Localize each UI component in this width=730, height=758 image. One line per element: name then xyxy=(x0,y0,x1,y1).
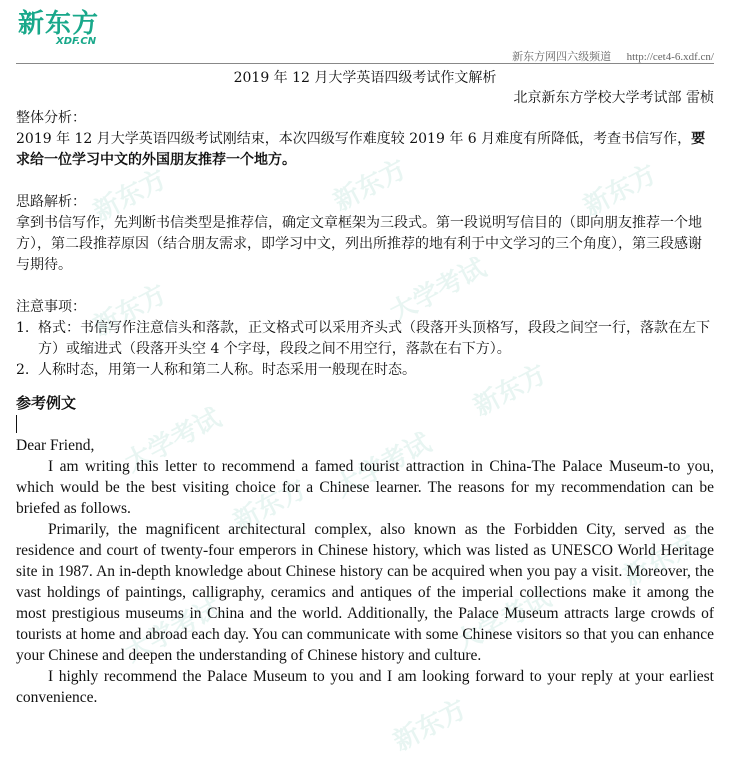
header-divider xyxy=(16,63,714,64)
watermark-logo: 新东方 xyxy=(88,279,172,343)
doc-body xyxy=(16,108,714,708)
site-name[interactable]: 新东方网四六级频道 xyxy=(512,50,612,63)
list-text: 人称时态，用第一人称和第二人称。时态采用一般现在时态。 xyxy=(38,362,416,378)
list-number: 1. xyxy=(16,320,30,336)
watermark-text: 大学考试 xyxy=(450,583,557,659)
list-number: 2. xyxy=(16,362,30,378)
overall-text: 2019 年 12 月大学英语四级考试刚结束，本次四级写作难度较 2019 年 6 月难度有所降低，考查书信写作， xyxy=(16,131,692,147)
section-label-overall: 整体分析： xyxy=(16,110,86,126)
list-text: 格式：书信写作注意信头和落款，正文格式可以采用齐头式（段落开头顶格写，段段之间空一行，落款在左下方）或缩进式（段落开头空 4 个字母，段段之间不用空行，落款在右下方）。 xyxy=(38,320,710,357)
watermark-text: 大学考试 xyxy=(120,403,227,479)
site-url[interactable]: http://cet4-6.xdf.cn/ xyxy=(626,51,714,63)
site-header xyxy=(512,48,714,64)
letter-paragraph-2: Primarily, the magnificent architectural complex, also known as the Forbidden City, served as the residence and court of twenty-four emperors in Chinese history, which was listed as UNESCO World Heritage site in 1987. An in-depth knowledge about Chinese history can be acquired when you pay a visit. Moreover, the vast holdings of paintings, calligraphy, ceramics and antiques of the imperial collections make it among the most prestigious museums in China and the world. Additionally, the Palace Museum attracts large crowds of tourists at home and abroad each day. You can communicate with some Chinese visitors so that you can enhance your Chinese and deepen the understanding of Chinese history and culture. xyxy=(16,521,714,664)
watermark-logo: 新东方 xyxy=(618,529,702,593)
section-label-sample: 参考例文 xyxy=(16,394,77,412)
watermark-logo: 新东方 xyxy=(88,164,172,228)
watermark-logo: 新东方 xyxy=(328,154,412,218)
notes-list xyxy=(16,318,714,381)
logo-subtext: XDF.CN xyxy=(56,36,97,47)
watermark-logo: 新东方 xyxy=(388,694,472,758)
section-label-approach: 思路解析： xyxy=(16,194,86,210)
watermark-logo: 新东方 xyxy=(228,474,312,538)
watermark-logo: 新东方 xyxy=(578,159,662,223)
overall-paragraph xyxy=(16,129,714,171)
letter-salutation: Dear Friend, xyxy=(16,437,95,454)
watermark-text: 大学考试 xyxy=(385,253,492,329)
xdf-logo xyxy=(18,10,118,50)
watermark-text: 大学考试 xyxy=(120,593,227,669)
logo-text: 新东方 xyxy=(18,9,100,39)
doc-title: 2019 年 12 月大学英语四级考试作文解析 xyxy=(233,70,497,86)
doc-author: 北京新东方学校大学考试部 雷桢 xyxy=(513,90,714,106)
list-item xyxy=(16,318,714,360)
letter-paragraph-1: I am writing this letter to recommend a famed tourist attraction in China-The Palace Museum-to you, which would be the best visiting choice for a Chinese learner. The reasons for my recommendation can be briefed as follows. xyxy=(16,458,714,517)
approach-paragraph: 拿到书信写作，先判断书信类型是推荐信，确定文章框架为三段式。第一段说明写信目的（即向朋友推荐一个地方），第二段推荐原因（结合朋友需求，即学习中文，列出所推荐的地有利于中文学习的三个角度），第三段感谢与期待。 xyxy=(16,215,702,273)
overall-emphasis: 要求给一位学习中文的外国朋友推荐一个地方。 xyxy=(16,131,706,168)
section-label-notes: 注意事项： xyxy=(16,299,86,315)
watermark-text: 大学考试 xyxy=(330,428,437,504)
list-item xyxy=(16,360,714,381)
text-cursor xyxy=(16,415,17,433)
letter-paragraph-3: I highly recommend the Palace Museum to you and I am looking forward to your reply at your earliest convenience. xyxy=(16,668,714,706)
watermark-logo: 新东方 xyxy=(468,359,552,423)
